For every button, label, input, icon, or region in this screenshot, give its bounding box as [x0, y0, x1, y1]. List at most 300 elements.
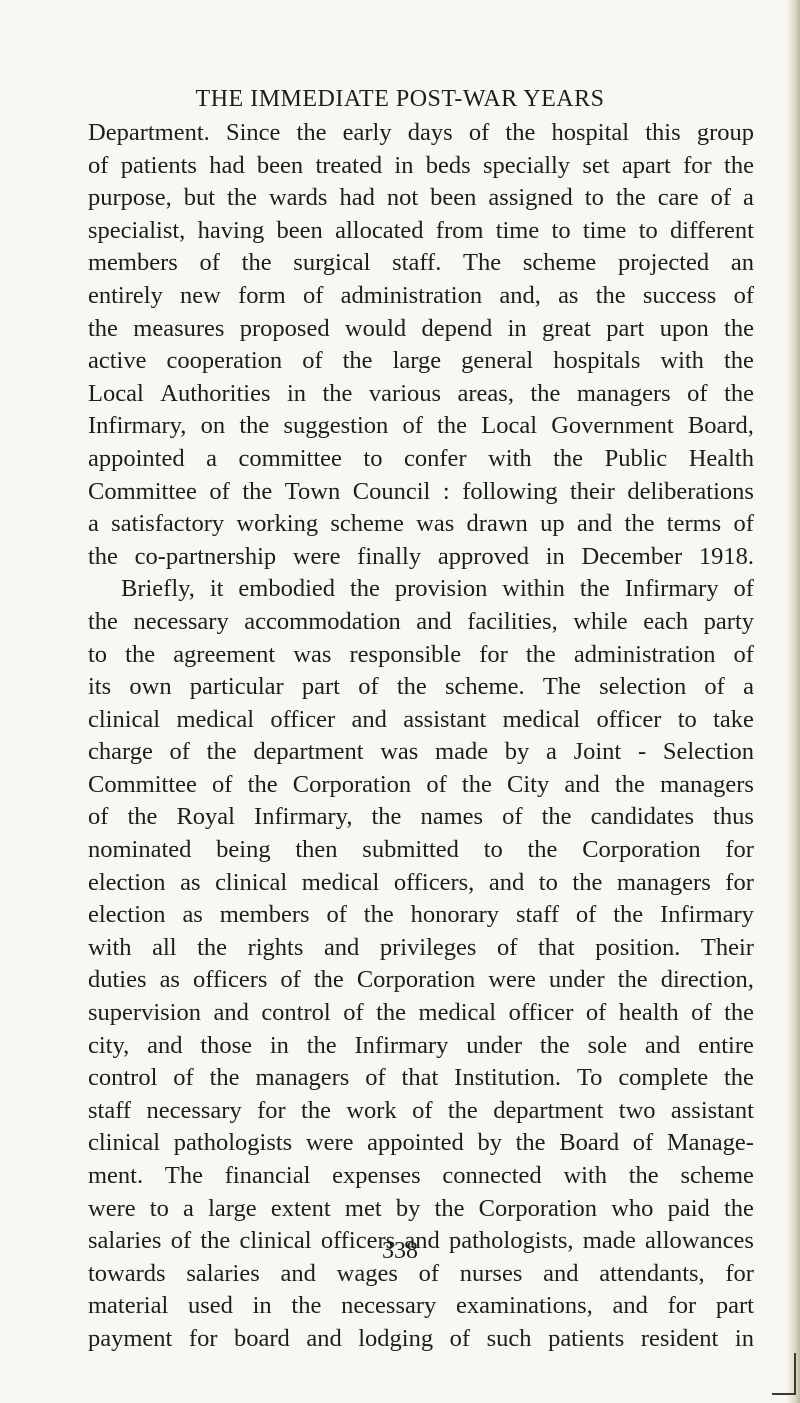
word: for — [257, 1096, 286, 1124]
word: Committee — [88, 477, 197, 505]
word: specialist, — [88, 216, 186, 244]
word: the — [434, 1194, 465, 1222]
word: two — [618, 1096, 656, 1124]
word: scheme — [330, 510, 404, 538]
word: the — [296, 119, 327, 146]
word: take — [713, 705, 754, 733]
word: Joint — [573, 738, 622, 766]
text-line — [88, 639, 754, 672]
word: the — [553, 444, 584, 472]
text-line — [88, 476, 754, 509]
text-line — [88, 1193, 754, 1226]
word: made — [435, 738, 489, 766]
word: submitted — [362, 836, 459, 864]
word: the — [613, 901, 644, 929]
text-line — [88, 378, 754, 411]
word: used — [187, 1292, 233, 1320]
word: Infirmary — [624, 575, 719, 603]
word: Government — [551, 412, 674, 440]
word: such — [486, 1324, 532, 1352]
word: of — [302, 347, 323, 375]
text-line — [88, 1062, 754, 1095]
word: an — [730, 249, 754, 277]
word: The — [164, 1162, 203, 1189]
word: Institution. — [454, 1064, 562, 1092]
word: party — [703, 607, 754, 635]
word: were — [488, 966, 536, 994]
running-head: THE IMMEDIATE POST-WAR YEARS — [195, 86, 605, 112]
word: the — [239, 412, 270, 440]
word: days — [407, 119, 453, 146]
text-line — [88, 1030, 754, 1063]
word: the — [241, 249, 272, 277]
word: great — [541, 314, 591, 342]
text-line — [88, 443, 754, 476]
word: privileges — [379, 933, 477, 961]
word: of — [575, 901, 597, 929]
word: with — [88, 933, 132, 961]
word: care — [657, 184, 699, 212]
word: and — [351, 705, 387, 733]
word: as — [182, 901, 203, 929]
word: been — [256, 151, 304, 179]
word: and — [488, 868, 525, 896]
word: Committee — [88, 770, 197, 798]
word: active — [88, 347, 147, 375]
text-line — [88, 313, 754, 346]
word: terms — [666, 510, 722, 538]
text-line — [88, 736, 754, 769]
word: and — [306, 1324, 342, 1352]
text-line — [88, 150, 754, 183]
word: was — [416, 510, 455, 538]
word: of — [209, 477, 230, 505]
text-line — [88, 280, 754, 313]
word: of — [173, 1064, 194, 1092]
word: the — [530, 379, 561, 407]
word: for — [667, 1292, 697, 1320]
word: confer — [403, 444, 467, 472]
word: the — [572, 868, 603, 896]
word: upon — [659, 314, 709, 342]
word: resident — [640, 1324, 719, 1352]
word: Authorities — [160, 379, 271, 407]
word: officers — [193, 966, 268, 994]
word: staff — [515, 901, 560, 929]
word: members — [88, 249, 178, 277]
word: for — [725, 836, 754, 864]
text-line — [88, 801, 754, 834]
word: and — [404, 1227, 440, 1255]
word: up — [540, 510, 565, 538]
word: as — [558, 281, 579, 309]
word: Infirmary, — [88, 412, 187, 440]
word: under — [548, 966, 605, 994]
word: officer — [596, 705, 662, 733]
word: officers, — [393, 868, 475, 896]
word: assistant — [670, 1096, 754, 1124]
word: who — [611, 1194, 654, 1222]
word: by — [477, 1129, 502, 1157]
word: payment — [88, 1324, 173, 1352]
word: control — [261, 999, 331, 1027]
word: direction, — [660, 966, 754, 994]
word: set — [582, 151, 610, 179]
word: the — [197, 933, 228, 961]
word: for — [683, 151, 712, 179]
word: officer — [270, 705, 336, 733]
word: particular — [189, 673, 284, 701]
word: for — [188, 1324, 218, 1352]
word: measures — [133, 314, 225, 342]
word: attendants, — [599, 1259, 705, 1287]
word: sole — [587, 1031, 628, 1059]
word: being — [216, 836, 271, 864]
word: form — [238, 281, 286, 309]
word: the — [724, 999, 754, 1027]
word: in — [286, 379, 307, 407]
word: to — [363, 444, 383, 472]
word: the — [614, 770, 645, 798]
word: officers — [320, 1227, 396, 1255]
word: the — [127, 803, 158, 831]
text-line — [88, 1095, 754, 1128]
word: necessary — [146, 1096, 242, 1124]
word: suggestion — [283, 412, 389, 440]
word: the — [247, 770, 278, 798]
word: of — [733, 575, 754, 603]
word: December — [581, 542, 683, 570]
word: pathologists — [173, 1129, 293, 1157]
word: made — [582, 1227, 636, 1255]
text-line — [88, 1323, 754, 1356]
word: provision — [394, 575, 488, 603]
word: the — [724, 1194, 754, 1222]
word: of — [343, 999, 364, 1027]
word: cooperation — [166, 347, 283, 375]
word: the — [227, 184, 257, 212]
word: and — [213, 999, 249, 1027]
word: City — [507, 770, 550, 798]
word: success — [642, 281, 717, 309]
text-line — [88, 769, 754, 802]
word: staff. — [392, 249, 442, 277]
word: and — [416, 607, 452, 635]
word: all — [152, 933, 177, 961]
word: new — [180, 281, 221, 309]
word: medical — [418, 999, 497, 1027]
word: were — [305, 1129, 354, 1157]
word: the — [447, 1096, 478, 1124]
word: various — [368, 379, 442, 407]
body-text — [88, 117, 754, 1356]
word: assigned — [488, 184, 573, 212]
word: honorary — [410, 901, 500, 929]
word: managers — [255, 1064, 350, 1092]
word: To — [576, 1064, 603, 1092]
word: paid — [667, 1194, 710, 1222]
word: allocated — [335, 216, 424, 244]
word: part — [301, 673, 340, 701]
word: of — [88, 803, 109, 831]
word: the — [88, 607, 118, 635]
word: the — [322, 379, 353, 407]
word: the — [515, 1129, 546, 1157]
word: entire — [698, 1031, 754, 1059]
word: wards — [268, 184, 328, 212]
word: projected — [618, 249, 710, 277]
word: medical — [301, 868, 380, 896]
word: Corporation — [582, 836, 701, 864]
word: that — [537, 933, 575, 961]
word: of — [302, 281, 324, 309]
word: the — [342, 347, 373, 375]
word: of — [632, 1129, 654, 1157]
word: the — [376, 999, 407, 1027]
word: 1918. — [698, 542, 754, 570]
word: election — [88, 901, 166, 929]
word: clinical — [239, 1227, 312, 1255]
word: a — [743, 184, 754, 212]
word: administration — [573, 640, 716, 668]
word: the — [539, 1031, 570, 1059]
word: by — [504, 738, 530, 766]
word: satisfactory — [111, 510, 225, 538]
word: department — [253, 738, 364, 766]
word: on — [200, 412, 226, 440]
word: following — [462, 477, 558, 505]
text-line — [88, 1127, 754, 1160]
word: and — [576, 510, 613, 538]
word: lodging — [358, 1324, 434, 1352]
word: the — [349, 575, 380, 603]
word: names — [420, 803, 484, 831]
word: medical — [176, 705, 254, 733]
word: in — [252, 1292, 272, 1320]
word: Board — [559, 1129, 620, 1157]
word: scheme — [680, 1162, 754, 1189]
word: the — [396, 673, 427, 701]
word: in — [545, 542, 565, 570]
word: candidates — [590, 803, 694, 831]
word: and — [564, 770, 600, 798]
word: control — [88, 1064, 158, 1092]
word: the — [125, 640, 156, 668]
word: charge — [88, 738, 153, 766]
word: hospitals — [553, 347, 641, 375]
word: of — [733, 510, 754, 538]
word: areas, — [457, 379, 514, 407]
word: approved — [437, 542, 529, 570]
word: the — [595, 281, 626, 309]
word: Infirmary, — [254, 803, 353, 831]
word: had — [209, 151, 245, 179]
word: purpose, — [88, 184, 172, 212]
word: part — [606, 314, 645, 342]
word: nurses — [459, 1259, 523, 1287]
word: in — [734, 1324, 754, 1352]
word: and — [280, 1259, 316, 1287]
word: the — [724, 1064, 754, 1092]
word: medical — [502, 705, 581, 733]
word: of — [733, 281, 754, 309]
word: The — [542, 673, 581, 701]
word: having — [197, 216, 265, 244]
word: not — [386, 184, 419, 212]
word: to — [584, 184, 604, 212]
word: time — [582, 216, 627, 244]
word: of — [687, 379, 708, 407]
word: and — [543, 1259, 579, 1287]
text-line — [88, 932, 754, 965]
word: in — [507, 314, 527, 342]
word: of — [710, 184, 731, 212]
word: expenses — [332, 1162, 421, 1189]
word: own — [129, 673, 172, 701]
word: large — [392, 347, 442, 375]
word: within — [502, 575, 565, 603]
word: Their — [700, 933, 754, 961]
word: of — [691, 999, 712, 1027]
word: that — [401, 1064, 439, 1092]
word: of — [468, 119, 490, 146]
word: - — [637, 738, 647, 766]
word: appointed — [367, 1129, 464, 1157]
word: hospital — [551, 119, 630, 146]
word: of — [412, 1096, 433, 1124]
word: the — [628, 1162, 659, 1189]
word: to — [638, 216, 658, 244]
word: committee — [238, 444, 342, 472]
word: clinical — [88, 705, 161, 733]
word: of — [426, 770, 447, 798]
word: allowances — [645, 1227, 754, 1255]
word: entirely — [88, 281, 163, 309]
word: for — [725, 1259, 754, 1287]
word: clinical — [88, 1129, 161, 1157]
word: of — [365, 1064, 386, 1092]
word: managers — [660, 770, 754, 798]
word: supervision — [88, 999, 201, 1027]
word: the — [615, 184, 646, 212]
word: material — [88, 1292, 169, 1320]
word: of — [704, 673, 725, 701]
word: pathologists, — [449, 1227, 574, 1255]
word: general — [461, 347, 534, 375]
word: the — [461, 770, 492, 798]
word: Infirmary — [354, 1031, 449, 1059]
word: to — [149, 1194, 169, 1222]
word: different — [670, 216, 754, 244]
word: the — [371, 803, 402, 831]
word: salaries — [88, 1227, 162, 1255]
word: by — [395, 1194, 421, 1222]
word: necessary — [133, 607, 229, 635]
word: Briefly, — [121, 575, 195, 603]
word: beds — [425, 151, 471, 179]
word: Corporation — [292, 770, 412, 798]
word: finally — [357, 542, 422, 570]
text-line — [88, 1290, 754, 1323]
word: examinations, — [456, 1292, 593, 1320]
word: responsible — [349, 640, 462, 668]
word: a — [88, 510, 99, 538]
word: staff — [88, 1096, 132, 1124]
page-edge-shadow — [786, 0, 800, 1403]
word: scheme — [522, 249, 597, 277]
word: appointed — [88, 444, 185, 472]
word: of — [169, 738, 190, 766]
text-line — [88, 345, 754, 378]
text-line — [88, 1160, 754, 1193]
word: treated — [315, 151, 383, 179]
word: The — [463, 249, 502, 277]
word: the — [88, 542, 118, 570]
word: in — [394, 151, 414, 179]
word: were — [88, 1194, 136, 1222]
word: the — [505, 119, 536, 146]
word: the — [541, 803, 572, 831]
word: the — [724, 151, 754, 179]
word: thus — [713, 803, 754, 831]
word: were — [292, 542, 341, 570]
text-line — [88, 606, 754, 639]
word: of — [326, 901, 347, 929]
word: the — [209, 1064, 240, 1092]
word: facilities, — [467, 607, 558, 635]
word: administration — [340, 281, 483, 309]
word: large — [208, 1194, 257, 1222]
word: the — [242, 477, 273, 505]
word: clinical — [215, 868, 288, 896]
word: Corporation — [478, 1194, 598, 1222]
word: managers — [616, 868, 711, 896]
word: scheme. — [445, 673, 525, 701]
word: a — [183, 1194, 194, 1222]
word: would — [344, 314, 407, 342]
word: a — [546, 738, 557, 766]
word: Town — [284, 477, 341, 505]
word: as — [159, 966, 180, 994]
word: drawn — [466, 510, 528, 538]
word: as — [180, 868, 201, 896]
word: election — [88, 868, 166, 896]
text-line — [88, 541, 754, 574]
page-number: 338 — [382, 1238, 418, 1264]
word: the — [527, 836, 558, 864]
word: health — [618, 999, 679, 1027]
word: selection — [599, 673, 687, 701]
word: the — [724, 379, 754, 407]
word: board — [234, 1324, 290, 1352]
word: with — [563, 1162, 607, 1189]
word: officer — [508, 999, 574, 1027]
word: and — [323, 933, 360, 961]
word: Health — [688, 444, 754, 472]
word: managers — [576, 379, 671, 407]
text-line — [88, 867, 754, 900]
word: with — [660, 347, 704, 375]
word: financial — [224, 1162, 311, 1189]
word: with — [488, 444, 532, 472]
word: salaries — [186, 1259, 260, 1287]
word: assistant — [403, 705, 487, 733]
word: the — [313, 966, 344, 994]
word: of — [585, 999, 607, 1027]
word: agreement — [173, 640, 276, 668]
word: Corporation — [356, 966, 476, 994]
word: to — [538, 868, 558, 896]
